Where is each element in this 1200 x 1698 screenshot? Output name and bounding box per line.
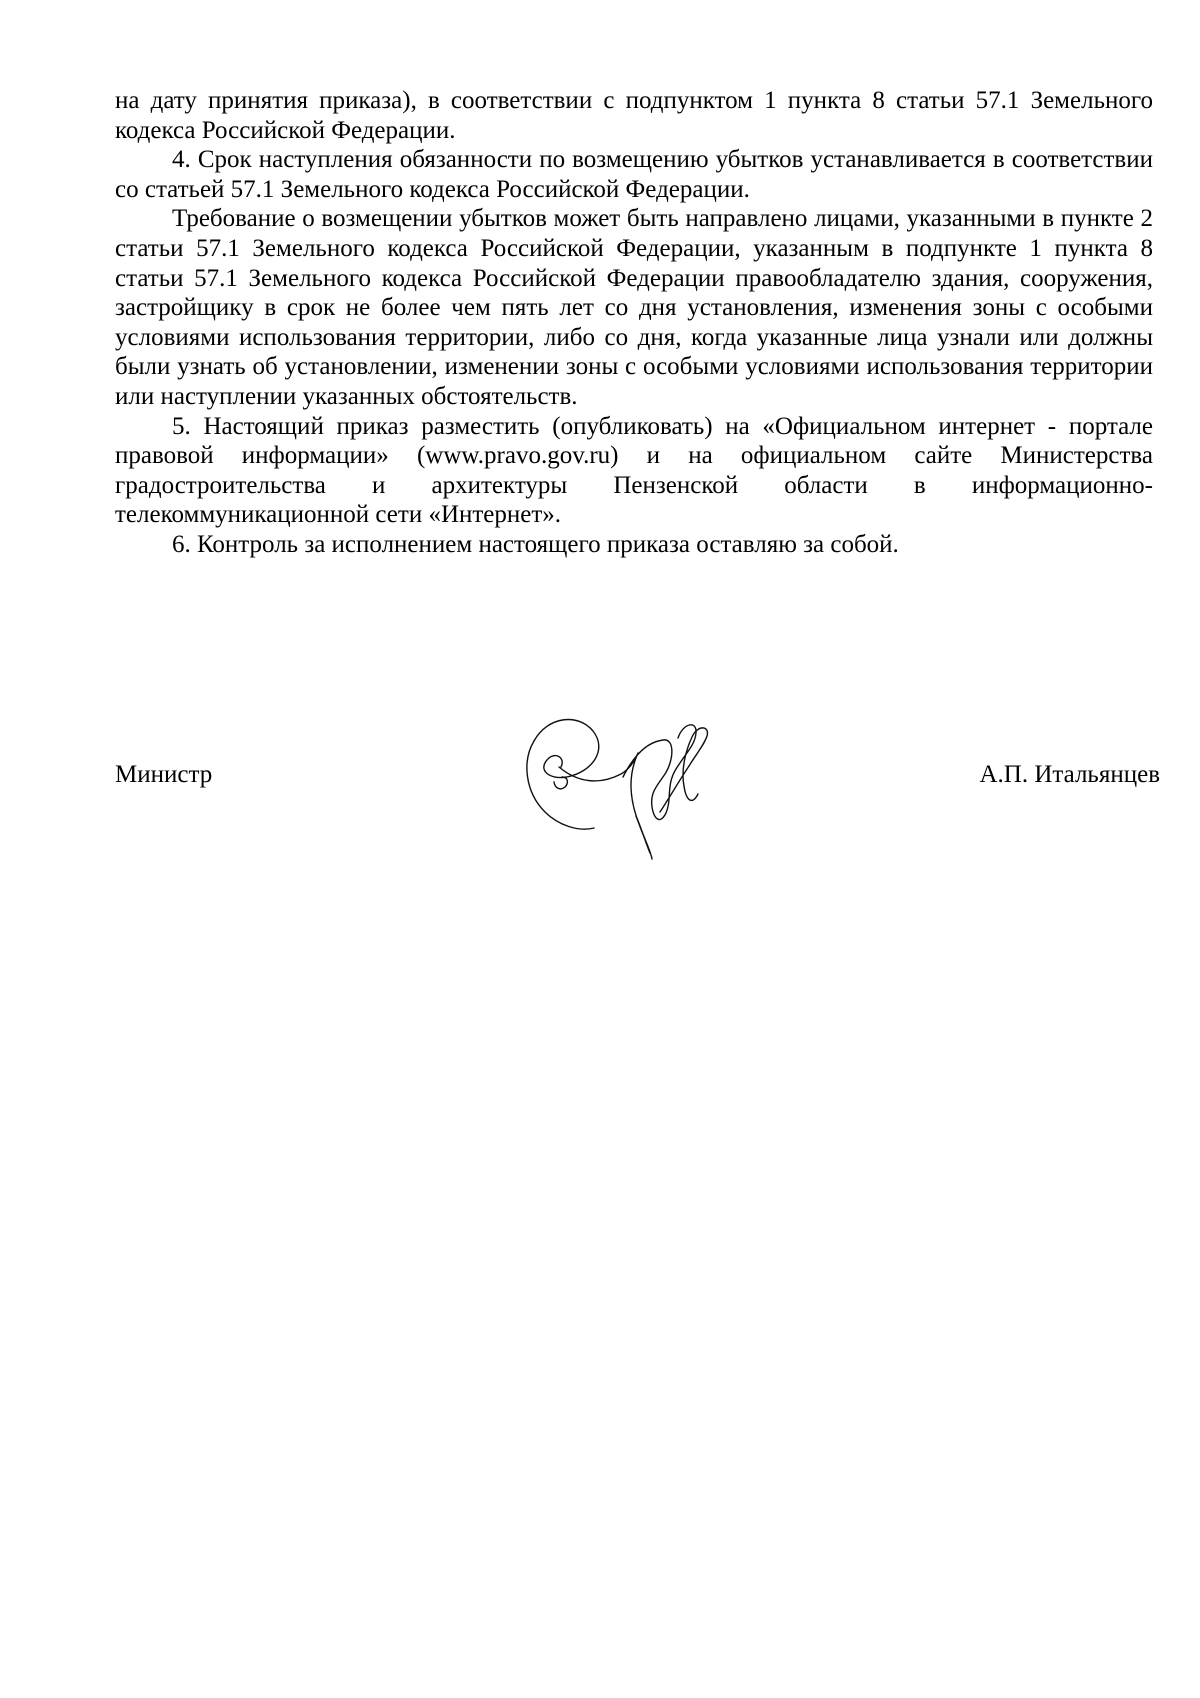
handwritten-signature <box>500 708 750 868</box>
paragraph-item-4: 4. Срок наступления обязанности по возмещению убытков устанавливается в соответствии со статьей 57.1 Земельного кодекса Российской Федерации. <box>115 146 1153 203</box>
document-body <box>115 86 1153 560</box>
paragraph-item-6: 6. Контроль за исполнением настоящего приказа оставляю за собой. <box>172 530 899 558</box>
signer-name: А.П. Итальянцев <box>979 761 1160 788</box>
paragraph-item-5: 5. Настоящий приказ разместить (опубликовать) на «Официальном интернет - портале правовой информации» (www.pravo.gov.ru) и на официальном сайте Министерства градостроительства и архитектуры Пензенской области в информационно-телекоммуникационной сети «Интернет». <box>115 412 1153 529</box>
signer-title: Министр <box>115 761 213 788</box>
paragraph-damages-claim: Требование о возмещении убытков может быть направлено лицами, указанными в пункте 2 статьи 57.1 Земельного кодекса Российской Федерации, указанным в подпункте 1 пункта 8 статьи 57.1 Земельного кодекса Российской Федерации правообладателю здания, сооружения, застройщику в срок не более чем пять лет со дня установления, изменения зоны с особыми условиями использования территории, либо со дня, когда указанные лица узнали или должны были узнать об установлении, изменении зоны с особыми условиями использования территории или наступлении указанных обстоятельств. <box>115 205 1153 410</box>
paragraph-continuation: на дату принятия приказа), в соответствии с подпунктом 1 пункта 8 статьи 57.1 Земельного кодекса Российской Федерации. <box>115 87 1153 144</box>
